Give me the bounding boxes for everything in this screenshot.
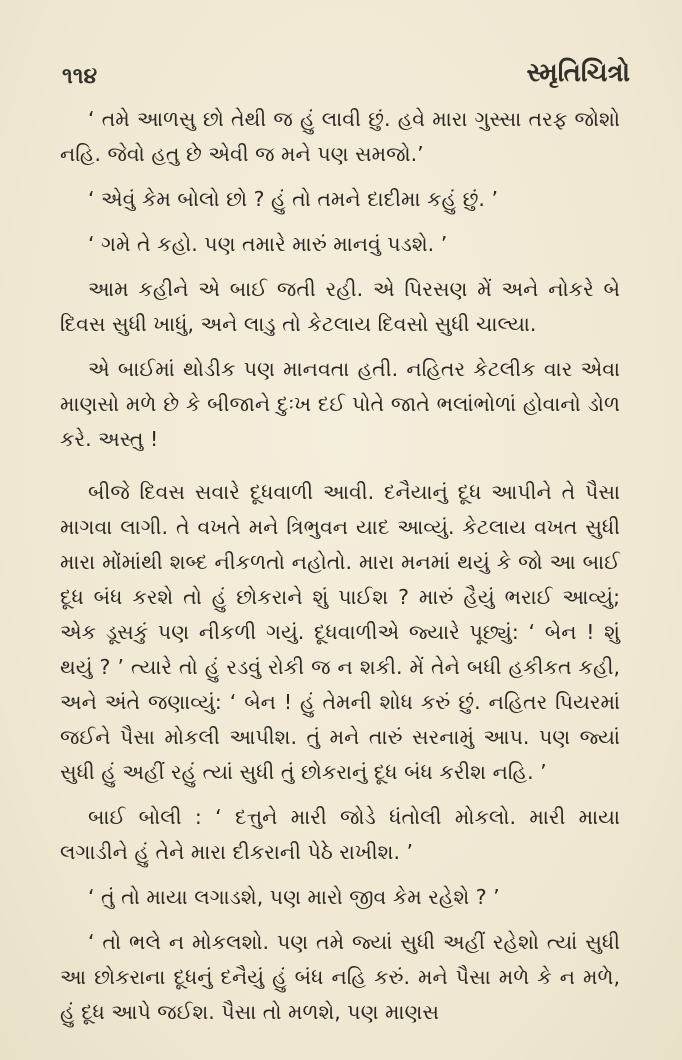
paragraph-2: ‘ એવું કેમ બોલો છો ? હું તો તમને દાદીમા કહું છું. ’ [88, 187, 498, 211]
page-number: ૧૧૪ [62, 64, 98, 89]
paragraph-9: ‘ તો ભલે ન મોકલશો. પણ તમે જ્યાં સુધી અહીં રહેશો ત્યાં સુધી આ છોકરાના દૂધનું દનૈયું હું બંધ નહિ કરું. મને પૈસા મળે કે ન મળે, હું દૂધ આપે જઈશ. પૈસા તો મળશે, પણ માણસ [60, 930, 620, 1024]
paragraph-8: ‘ તું તો માયા લગાડશે, પણ મારો જીવ કેમ રહેશે ? ’ [88, 885, 500, 909]
paragraph-6: બીજે દિવસ સવારે દૂધવાળી આવી. દનૈયાનું દૂધ આપીને તે પૈસા માગવા લાગી. તે વખતે મને ત્રિભુવન યાદ આવ્યું. કેટલાય વખત સુધી મારા મોંમાંથી શબ્દ નીકળતો નહોતો. મારા મનમાં થયું કે જો આ બાઈ દૂધ બંધ કરશે તો હું છોકરાને શું પાઈશ ? મારું હૈયું ભરાઈ આવ્યું; એક ડૂસકું પણ નીકળી ગયું. દૂધવાળીએ જ્યારે પૂછ્યું: ‘ બેન ! શું થયું ? ’ ત્યારે તો હું રડવું રોકી જ ન શકી. મેં તેને બધી હકીકત કહી, અને અંતે જણાવ્યું: ‘ બેન ! હું તેમની શોધ કરું છું. નહિતર પિયરમાં જઈને પૈસા મોકલી આપીશ. તું મને તારું સરનામું આપ. પણ જ્યાં સુધી હું અહીં રહું ત્યાં સુધી તું છોકરાનું દૂધ બંધ કરીશ નહિ. ’ [60, 480, 620, 784]
paragraph-3: ‘ ગમે તે કહો. પણ તમારે મારું માનવું પડશે. ’ [88, 232, 448, 256]
paragraph-4: આમ કહીને એ બાઈ જતી રહી. એ પિરસણ મેં અને નોકરે બે દિવસ સુધી ખાધું, અને લાડુ તો કેટલાય દિવસો સુધી ચાલ્યા. [60, 277, 620, 336]
paragraph-7: બાઈ બોલી : ‘ દત્તુને મારી જોડે ધંતોલી મોકલો. મારી માયા લગાડીને હું તેને મારા દીકરાની પેઠે રાખીશ. ’ [60, 805, 620, 864]
page-header [62, 50, 630, 90]
body-text [60, 102, 620, 1040]
running-title: સ્મૃતિચિત્રો [526, 58, 630, 88]
paragraph-1: ‘ તમે આળસુ છો તેથી જ હું લાવી છું. હવે મારા ગુસ્સા તરફ જોશો નહિ. જેવો હતુ છે એવી જ મને પણ સમજો.’ [60, 107, 620, 166]
paragraph-5: એ બાઈમાં થોડીક પણ માનવતા હતી. નહિતર કેટલીક વાર એવા માણસો મળે છે કે બીજાને દુઃખ દઈ પોતે જાતે ભલાંભોળાં હોવાનો ડોળ કરે. અસ્તુ ! [60, 357, 620, 451]
